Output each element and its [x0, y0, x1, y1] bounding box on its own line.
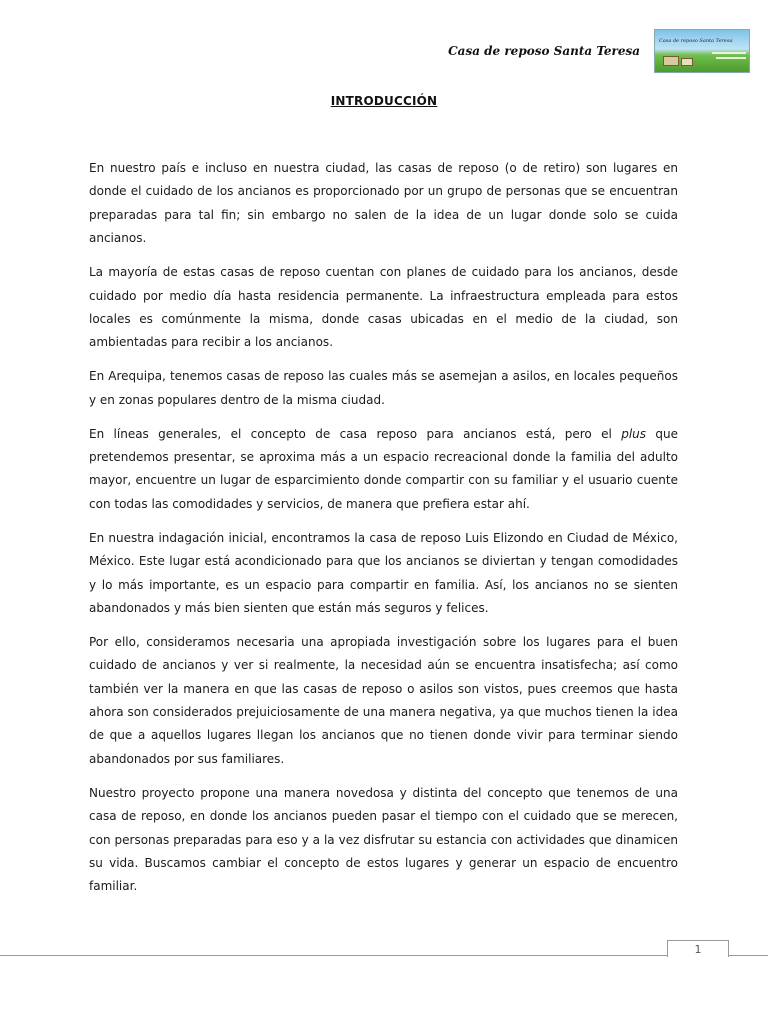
paragraph: Por ello, consideramos necesaria una apropiada investigación sobre los lugares para el buen cuidado de ancianos y ver si realmente, la necesidad aún se encuentra insatisfecha; así como también ver la manera en que las casas de reposo o asilos son vistos, pues creemos que hasta ahora son considerados prejuiciosamente de una manera negativa, ya que muchos tienen la idea de que a aquellos lugares llegan los ancianos que no tienen donde vivir para terminar siendo abandonados por sus familiares.: [89, 634, 678, 766]
emphasis-text: plus: [621, 426, 647, 441]
house-icon: [663, 56, 679, 66]
header-title: Casa de reposo Santa Teresa: [448, 44, 640, 58]
paragraph-text: que pretendemos presentar, se aproxima más a un espacio recreacional donde la familia del adulto mayor, encuentre un lugar de esparcimiento donde compartir con su familiar y el usuario cuente con todas las comodidades y servicios, de manera que prefiera estar ahí.: [89, 426, 678, 511]
paragraph: En nuestro país e incluso en nuestra ciudad, las casas de reposo (o de retiro) son lugares en donde el cuidado de los ancianos es proporcionado por un grupo de personas que se encuentran preparadas para tal fin; sin embargo no salen de la idea de un lugar donde solo se cuida ancianos.: [89, 161, 678, 246]
section-title-wrapper: [0, 90, 768, 109]
paragraph: En nuestra indagación inicial, encontramos la casa de reposo Luis Elizondo en Ciudad de México, México. Este lugar está acondicionado para que los ancianos se diviertan y tengan comodidades y lo más importante, es un espacio para compartir en familia. Así, los ancianos no se sienten abandonados y más bien sienten que están más seguros y felices.: [89, 530, 678, 615]
paragraph: [89, 423, 678, 517]
logo: [654, 29, 750, 73]
logo-decoration: [716, 57, 746, 59]
paragraph: Nuestro proyecto propone una manera novedosa y distinta del concepto que tenemos de una casa de reposo, en donde los ancianos pueden pasar el tiempo con el cuidado que se merecen, con personas preparadas para eso y a la vez disfrutar su estancia con actividades que dinamicen su vida. Buscamos cambiar el concepto de estos lugares y generar un espacio de encuentro familiar.: [89, 785, 678, 894]
paragraph-text: En líneas generales, el concepto de casa reposo para ancianos está, pero el: [89, 426, 622, 441]
page-number: 1: [667, 940, 729, 957]
paragraph: La mayoría de estas casas de reposo cuentan con planes de cuidado para los ancianos, desde cuidado por medio día hasta residencia permanente. La infraestructura empleada para estos locales es comúnmente la misma, donde casas ubicadas en el medio de la ciudad, son ambientadas para recibir a los ancianos.: [89, 265, 678, 350]
logo-decoration: [712, 52, 746, 54]
section-title: INTRODUCCIÓN: [330, 94, 438, 108]
house-icon: [681, 58, 693, 66]
document-body: [89, 157, 678, 909]
footer-divider: [0, 955, 768, 956]
logo-text: Casa de reposo Santa Teresa: [659, 38, 733, 44]
paragraph: En Arequipa, tenemos casas de reposo las cuales más se asemejan a asilos, en locales pequeños y en zonas populares dentro de la misma ciudad.: [89, 369, 678, 407]
